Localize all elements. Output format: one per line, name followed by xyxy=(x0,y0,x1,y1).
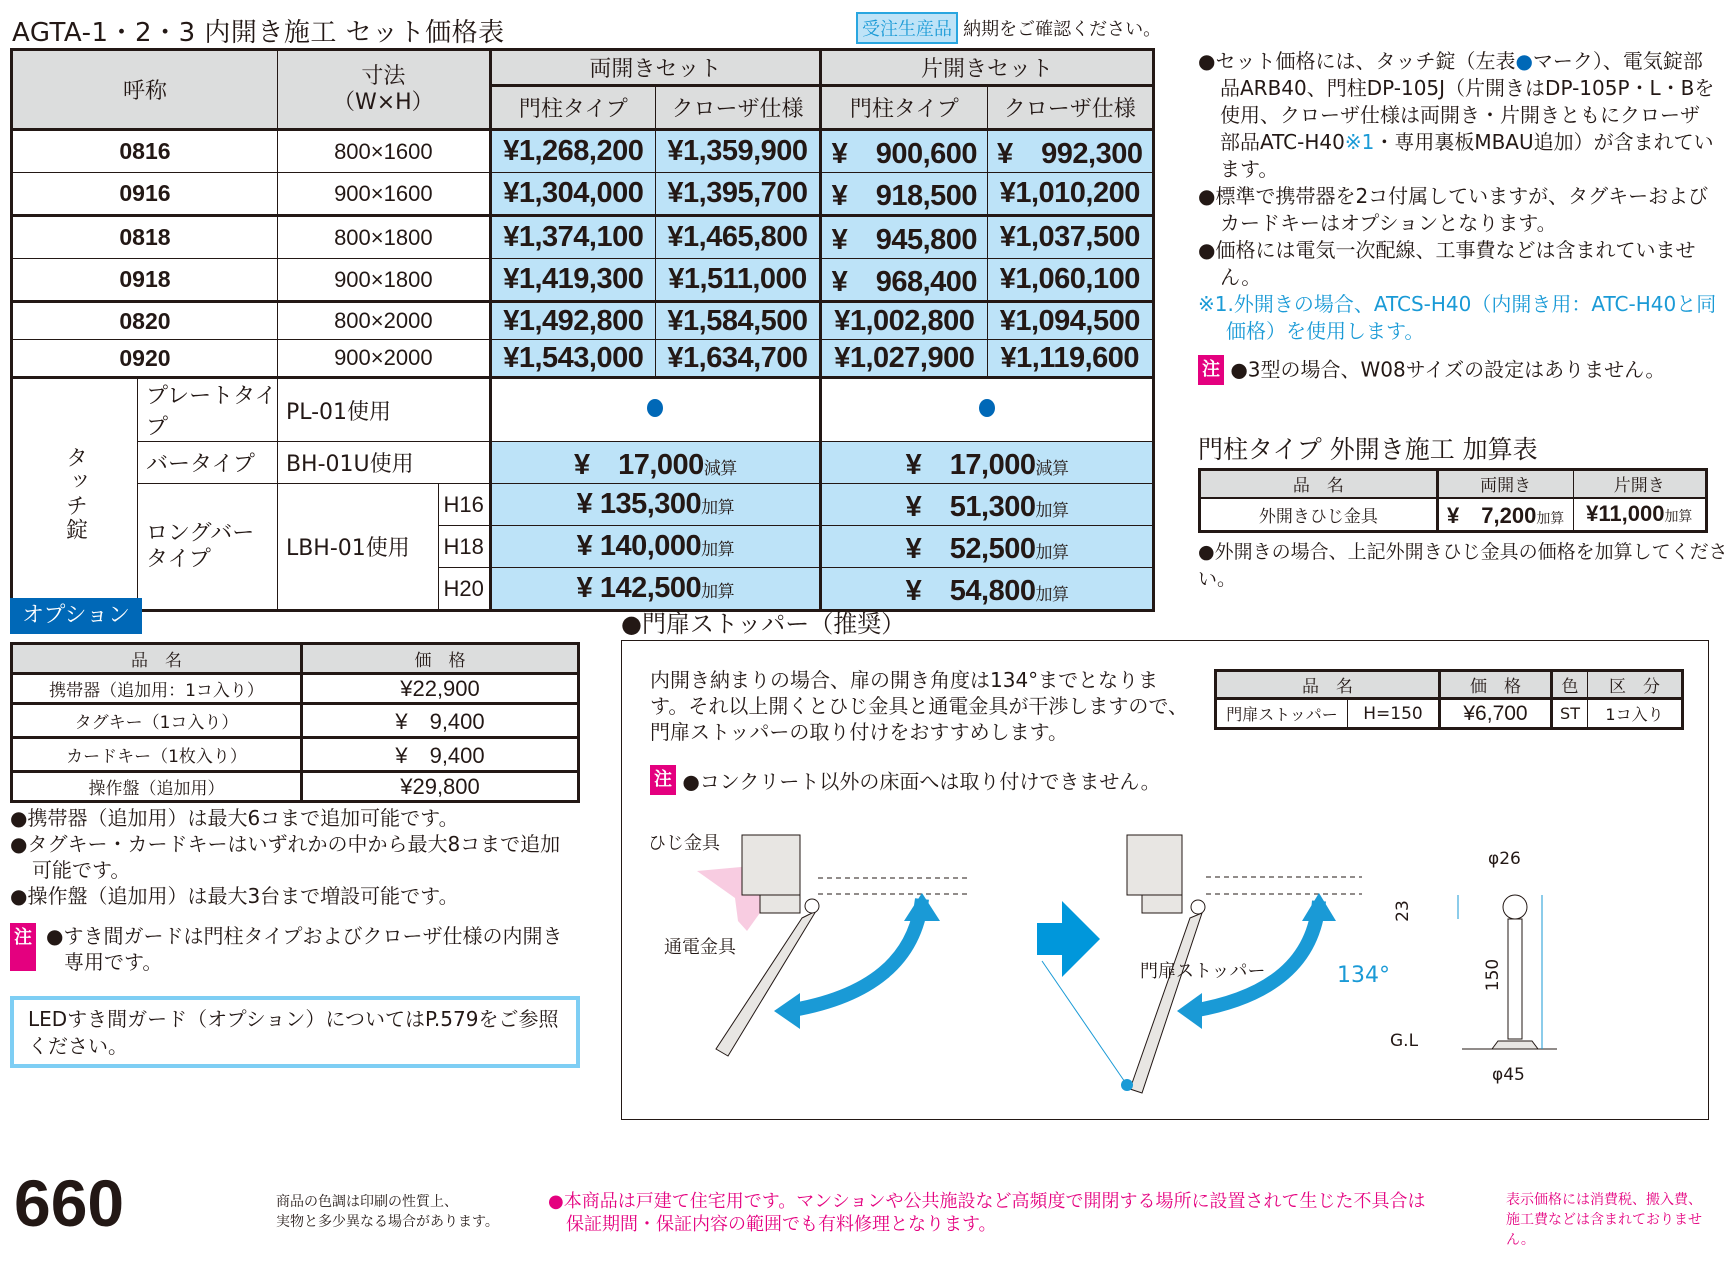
stopper-dimension-drawing xyxy=(1458,895,1557,1049)
col-header-double-closer: クローザ仕様 xyxy=(655,86,820,130)
set-price-table xyxy=(10,48,1155,612)
caution-icon: 注 xyxy=(1198,355,1224,385)
caution-w08: 注 ●3型の場合、W08サイズの設定はありません。 xyxy=(1198,355,1718,385)
table-row: 操作盤（追加用） ¥29,800 xyxy=(12,772,579,802)
table-row: 0818 800×1800 ¥1,374,100 ¥1,465,800 ¥ 945,800 ¥1,037,500 xyxy=(12,216,1154,259)
ground-level-label: G.L xyxy=(1390,1031,1419,1051)
label-hinge-fitting: ひじ金具 xyxy=(648,833,720,854)
color-disclaimer: 商品の色調は印刷の性質上、 実物と多少異なる場合があります。 xyxy=(276,1194,499,1230)
blue-dot-icon: ● xyxy=(1515,49,1533,73)
diagram-without-stopper xyxy=(697,835,970,1056)
col-header-size: 寸法 （W×H） xyxy=(277,50,490,130)
led-gap-guard-reference: LEDすき間ガード（オプション）についてはP.579をご参照ください。 xyxy=(10,996,580,1068)
made-to-order-notice xyxy=(856,12,1161,44)
table-row: カードキー（1枚入り） ¥ 9,400 xyxy=(12,738,579,772)
outward-note: ●外開きの場合、上記外開きひじ金具の価格を加算してください。 xyxy=(1198,541,1728,590)
stopper-table: 品 名 価 格 色 区 分 門扉ストッパー H=150 ¥6,700 ST 1コ入り xyxy=(1214,669,1684,730)
made-to-order-badge: 受注生産品 xyxy=(856,12,958,44)
table-row: 携帯器（追加用：1コ入り） ¥22,900 xyxy=(12,674,579,704)
outward-table-title: 門柱タイプ 外開き施工 加算表 xyxy=(1198,435,1538,464)
set-price-notes xyxy=(1198,48,1718,385)
page-title: AGTA-1・2・3 内開き施工 セット価格表 xyxy=(12,18,505,48)
table-row: 0916 900×1600 ¥1,304,000 ¥1,395,700 ¥ 918,500 ¥1,010,200 xyxy=(12,173,1154,216)
stopper-title: ●門扉ストッパー（推奨） xyxy=(621,610,906,638)
table-row: 0918 900×1800 ¥1,419,300 ¥1,511,000 ¥ 968,400 ¥1,060,100 xyxy=(12,259,1154,302)
label-gate-stopper: 門扉ストッパー xyxy=(1140,961,1266,982)
options-notes: ●携帯器（追加用）は最大6コまで追加可能です。 ●タグキー・カードキーはいずれかの中から最大8コまで追加可能です。 ●操作盤（追加用）は最大3台まで増設可能です。 注 ●すき間ガードは門柱タイプおよびクローザ仕様の内開き専用です。 xyxy=(10,805,580,975)
included-dot-icon xyxy=(647,399,663,417)
note-included-items: ●セット価格には、タッチ錠（左表●マーク）、電気錠部品ARB40、門柱DP-105J（片開きはDP-105P・L・Bを使用、クローザ仕様は両開き・片開きともにクローザ部品ATC-H40※1・専用裏板MBAU追加）が含まれています。 xyxy=(1198,49,1715,181)
stopper-description: 内開き納まりの場合、扉の開き角度は134°までとなります。それ以上開くとひじ金具と通電金具が干渉しますので、門扉ストッパーの取り付けをおすすめします。 xyxy=(650,668,1188,744)
table-row: 門扉ストッパー H=150 ¥6,700 ST 1コ入り xyxy=(1216,699,1683,729)
delivery-note: 納期をご確認ください。 xyxy=(963,19,1162,40)
page-number: 660 xyxy=(14,1166,125,1240)
caution-icon: 注 xyxy=(650,765,676,795)
arrow-right-icon xyxy=(1037,901,1100,977)
note-exclusions: ●価格には電気一次配線、工事費などは含まれていません。 xyxy=(1198,238,1696,289)
options-badge: オプション xyxy=(10,598,142,634)
touch-lock-longbar-row: ロングバー タイプ LBH-01使用 H16 ¥ 135,300加算 ¥ 51,300加算 xyxy=(12,484,1154,526)
outward-addon-table: 品 名 両開き 片開き 外開きひじ金具 ¥ 7,200加算 ¥11,000加算 xyxy=(1198,468,1708,533)
col-header-name: 呼称 xyxy=(12,50,278,130)
table-row: 0920 900×2000 ¥1,543,000 ¥1,634,700 ¥1,027,900 ¥1,119,600 xyxy=(12,340,1154,378)
dim-total-height: 150 xyxy=(1483,958,1504,992)
included-dot-icon xyxy=(979,399,995,417)
col-header-double-set: 両開きセット xyxy=(490,50,820,86)
table-row: タグキー（1コ入り） ¥ 9,400 xyxy=(12,704,579,738)
tax-disclaimer: 表示価格には消費税、搬入費、 施工費などは含まれておりません。 xyxy=(1506,1192,1702,1248)
caution-icon: 注 xyxy=(10,923,36,971)
dim-base-diameter: φ45 xyxy=(1492,1065,1525,1085)
stopper-panel xyxy=(621,640,1709,1120)
touch-lock-plate-row: タッチ錠 プレートタイプ PL-01使用 xyxy=(12,378,1154,442)
dim-ball-diameter: φ26 xyxy=(1488,849,1521,869)
residential-use-warning: ●本商品は戸建て住宅用です。マンションや公共施設など高頻度で開閉する場所に設置されて生じた不具合は 保証期間・保証内容の範囲でも有料修理となります。 xyxy=(548,1191,1426,1235)
label-power-fitting: 通電金具 xyxy=(664,937,736,958)
caution-concrete: 注 ●コンクリート以外の床面へは取り付けできません。 xyxy=(650,765,1161,795)
footnote-1: ※1.外開きの場合、ATCS-H40（内開き用：ATC-H40と同価格）を使用します。 xyxy=(1198,292,1717,343)
col-header-single-closer: クローザ仕様 xyxy=(987,86,1153,130)
col-header-single-post: 門柱タイプ xyxy=(821,86,987,130)
touch-lock-bar-row: バータイプ BH-01U使用 ¥ 17,000減算 ¥ 17,000減算 xyxy=(12,442,1154,484)
options-table: 品 名 価 格 携帯器（追加用：1コ入り） ¥22,900 タグキー（1コ入り） ¥ 9,400 カードキー（1枚入り） ¥ 9,400 操作盤（追加用） ¥29,800 xyxy=(10,642,580,803)
table-row: 外開きひじ金具 ¥ 7,200加算 ¥11,000加算 xyxy=(1200,498,1707,532)
touch-lock-label: タッチ錠 xyxy=(12,378,138,611)
caution-gap-guard: 注 ●すき間ガードは門柱タイプおよびクローザ仕様の内開き専用です。 xyxy=(10,923,580,975)
col-header-single-set: 片開きセット xyxy=(821,50,1154,86)
table-row: 0816 800×1600 ¥1,268,200 ¥1,359,900 ¥ 900,600 ¥ 992,300 xyxy=(12,130,1154,173)
touch-lock-longbar-row: H20 ¥ 142,500加算 ¥ 54,800加算 xyxy=(12,568,1154,611)
dim-ball-height: 23 xyxy=(1392,900,1413,922)
note-standard-accessories: ●標準で携帯器を2コ付属していますが、タグキーおよびカードキーはオプションとなります。 xyxy=(1198,184,1709,235)
col-header-double-post: 門柱タイプ xyxy=(490,86,655,130)
table-row: 0820 800×2000 ¥1,492,800 ¥1,584,500 ¥1,002,800 ¥1,094,500 xyxy=(12,302,1154,340)
angle-label: 134° xyxy=(1337,963,1390,988)
touch-lock-longbar-row: H18 ¥ 140,000加算 ¥ 52,500加算 xyxy=(12,526,1154,568)
